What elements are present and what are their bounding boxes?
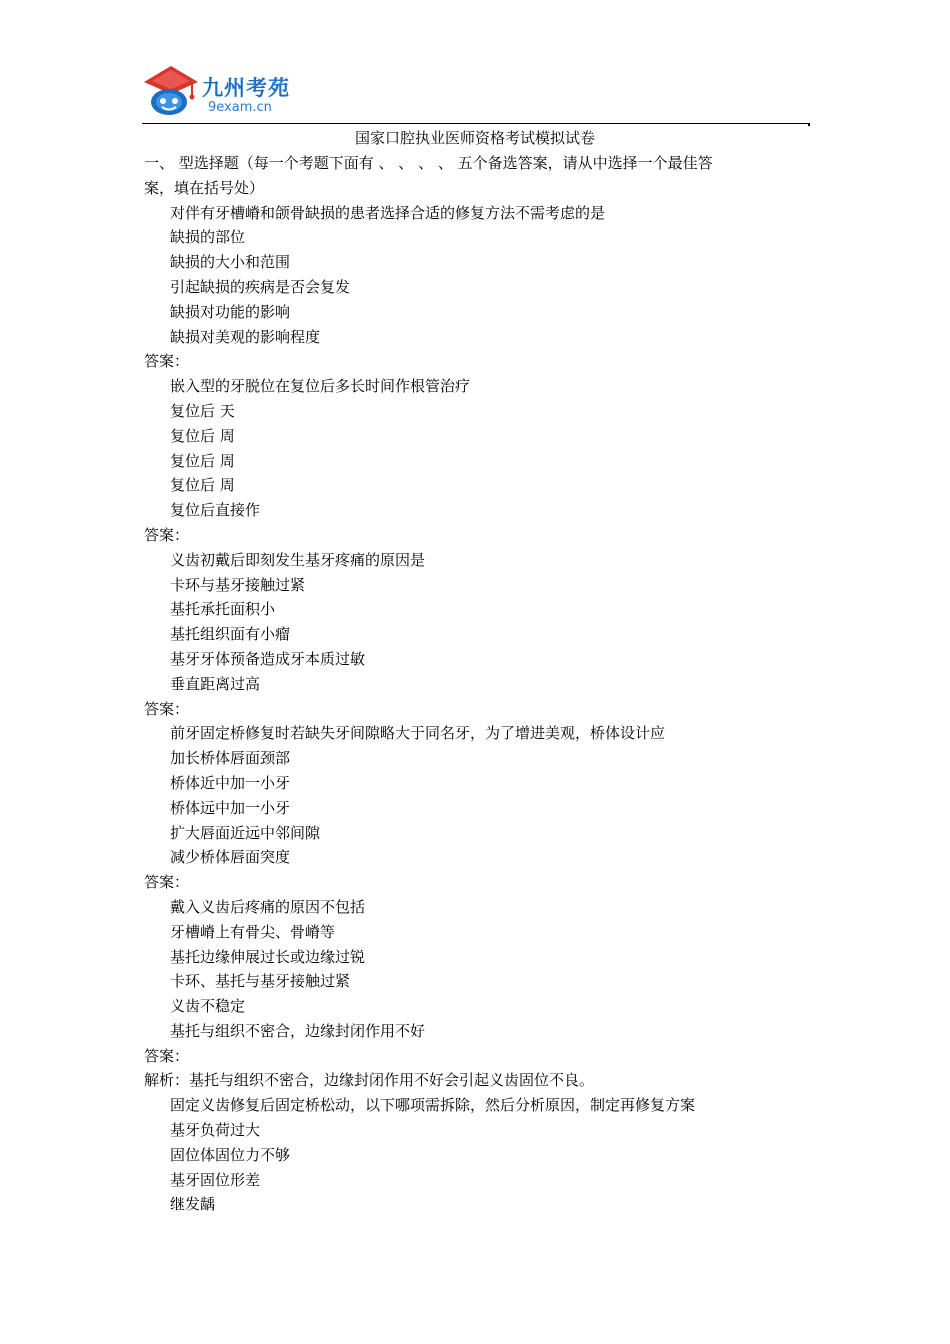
text-line: 戴入义齿后疼痛的原因不包括: [170, 897, 366, 916]
text-line: 前牙固定桥修复时若缺失牙间隙略大于同名牙，为了增进美观，桥体设计应: [170, 724, 666, 743]
answer-line: 解析：基托与组织不密合，边缘封闭作用不好会引起义齿固位不良。: [144, 1071, 595, 1090]
text-line: 桥体近中加一小牙: [170, 773, 291, 792]
question-list: [144, 201, 812, 1218]
text-line: 牙槽嵴上有骨尖、骨嵴等: [170, 922, 336, 941]
text-line: 固定义齿修复后固定桥松动，以下哪项需拆除，然后分析原因，制定再修复方案: [170, 1096, 696, 1115]
section-instructions-line-2: 案，填在括号处）: [144, 178, 265, 197]
text-line: 减少桥体唇面突度: [170, 848, 291, 867]
logo-domain: 9exam.cn: [208, 100, 272, 115]
answer-line: 答案：: [144, 525, 190, 544]
text-line: 基牙固位形差: [170, 1170, 261, 1189]
text-line: 卡环与基牙接触过紧: [170, 575, 306, 594]
text-line: 缺损对功能的影响: [170, 302, 291, 321]
text-line: 桥体远中加一小牙: [170, 798, 291, 817]
site-logo: [142, 64, 302, 122]
text-line: 加长桥体唇面颈部: [170, 749, 291, 768]
text-line: 固位体固位力不够: [170, 1145, 291, 1164]
text-line: 缺损对美观的影响程度: [170, 327, 321, 346]
text-line: 基牙负荷过大: [170, 1121, 261, 1140]
answer-line: 答案：: [144, 699, 190, 718]
text-line: 基托与组织不密合，边缘封闭作用不好: [170, 1021, 426, 1040]
text-line: 复位后 周: [170, 426, 235, 445]
text-line: 基托边缘伸展过长或边缘过锐: [170, 947, 366, 966]
graduation-cap-logo-icon: [142, 64, 200, 120]
text-line: 卡环、基托与基牙接触过紧: [170, 972, 351, 991]
text-line: 复位后 周: [170, 451, 235, 470]
text-line: 缺损的部位: [170, 228, 246, 247]
text-line: 义齿初戴后即刻发生基牙疼痛的原因是: [170, 550, 426, 569]
text-line: 复位后 天: [170, 401, 235, 420]
text-line: 义齿不稳定: [170, 997, 246, 1016]
text-line: 基托承托面积小: [170, 600, 276, 619]
header-divider: [142, 123, 810, 124]
text-line: 复位后 周: [170, 476, 235, 495]
text-line: 垂直距离过高: [170, 674, 261, 693]
text-line: 继发龋: [170, 1195, 216, 1214]
answer-line: 答案：: [144, 1046, 190, 1065]
text-line: 复位后直接作: [170, 501, 261, 520]
logo-chinese-name: 九州考苑: [202, 76, 290, 100]
document-body: [144, 151, 812, 1217]
text-line: 对伴有牙槽嵴和颌骨缺损的患者选择合适的修复方法不需考虑的是: [170, 203, 606, 222]
answer-line: 答案：: [144, 873, 190, 892]
text-line: 缺损的大小和范围: [170, 253, 291, 272]
answer-line: 答案：: [144, 352, 190, 371]
text-line: 基牙牙体预备造成牙本质过敏: [170, 649, 366, 668]
section-instructions: [144, 151, 812, 201]
section-instructions-line-1: 一、 型选择题（每一个考题下面有 、 、 、 、 五个备选答案，请从中选择一个最佳答: [144, 154, 713, 172]
text-line: 嵌入型的牙脱位在复位后多长时间作根管治疗: [170, 377, 471, 396]
text-line: 引起缺损的疾病是否会复发: [170, 277, 351, 296]
text-line: 扩大唇面近远中邻间隙: [170, 823, 321, 842]
page-title: 国家口腔执业医师资格考试模拟试卷: [354, 129, 595, 147]
text-line: 基托组织面有小瘤: [170, 625, 291, 644]
